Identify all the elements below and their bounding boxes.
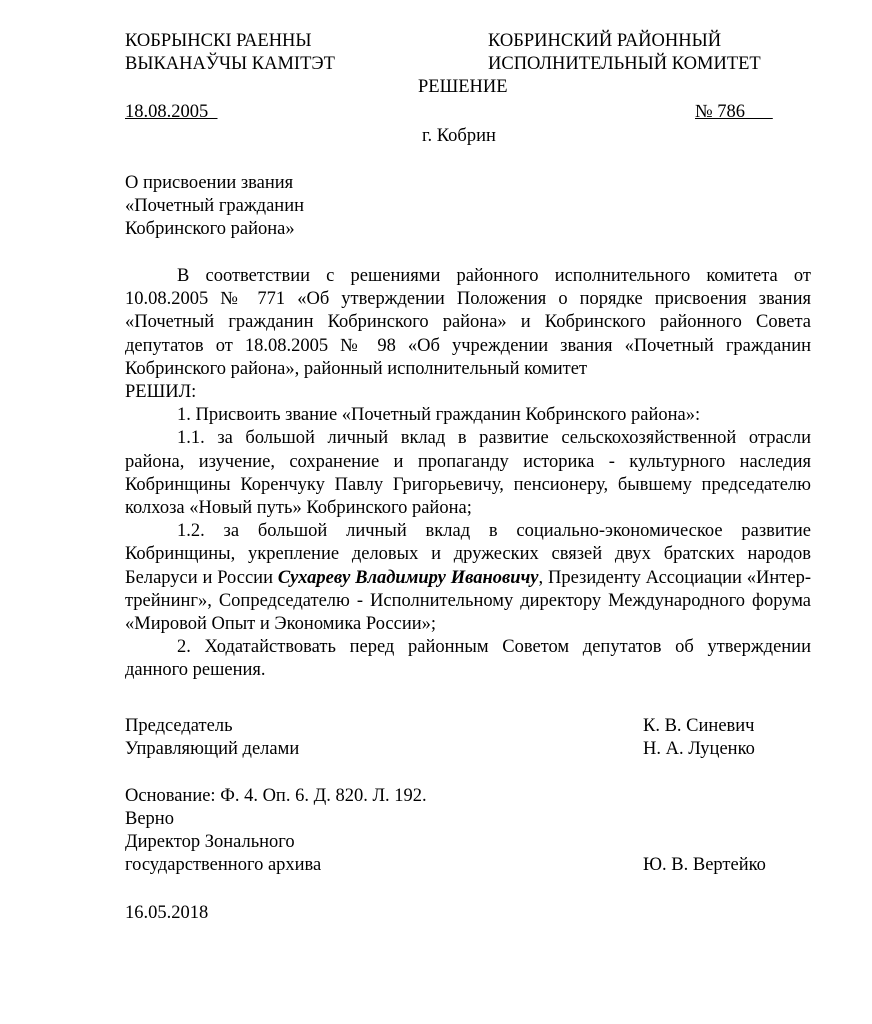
item-1-1: 1.1. за большой личный вклад в развитие сельскохозяйственной отрасли района, изучение, сохранение и пропаганду историка - культурного наследия Кобринщины Коренчуку Павлу Григорьевичу, пенсионеру, бывшему председателю колхоза «Новый путь» Кобринского района; (125, 428, 811, 519)
subject-line1: О присвоении звания (125, 173, 294, 193)
decided-label: РЕШИЛ: (125, 382, 197, 403)
item-1: 1. Присвоить звание «Почетный гражданин Кобринского района»: (177, 405, 701, 426)
city: г. Кобрин (422, 126, 496, 146)
header-ru-line1: КОБРИНСКИЙ РАЙОННЫЙ (488, 31, 722, 51)
intro-paragraph: В соответствии с решениями районного исполнительного комитета от 10.08.2005 № 771 «Об утверждении Положения о порядке присвоения звания «Почетный гражданин Кобринского района» и Кобринского районного Совета депутатов от 18.08.2005 № 98 «Об учреждении звания «Почетный гражданин Кобринского района», районный исполнительный комитет (125, 266, 811, 379)
item-1-2-text-after: , Президенту Ассоциации «Интер-трейнинг», Сопредседателю - Исполнительному директору Международного форума «Мировой Опыт и Экономика России»; (125, 567, 811, 635)
header-by-line1: КОБРЫНСКI РАЕННЫ (125, 31, 312, 51)
archive-director-line1: Директор Зонального (125, 832, 295, 852)
archive-basis: Основание: Ф. 4. Оп. 6. Д. 820. Л. 192. (125, 786, 427, 806)
archive-director-line2: государственного архива (125, 855, 322, 875)
archive-certified: Верно (125, 809, 174, 829)
header-by-line2: ВЫКАНАЎЧЫ КАМIТЭТ (125, 54, 335, 74)
subject-line2: «Почетный гражданин (125, 196, 304, 216)
item-1-2-text-before: 1.2. за большой личный вклад в социально-экономическое развитие Кобринщины, укрепление деловых и дружеских связей двух братских народов Беларуси и России (125, 521, 811, 588)
signature-name-chairman: К. В. Синевич (643, 716, 755, 736)
decision-number: № 786 (695, 102, 773, 122)
signature-role-chairman: Председатель (125, 716, 233, 736)
archive-date: 16.05.2018 (125, 903, 209, 923)
honoree-name: Сухареву Владимиру Ивановичу (277, 567, 539, 588)
decision-body (125, 265, 811, 683)
document-type: РЕШЕНИЕ (418, 77, 508, 97)
signature-role-manager: Управляющий делами (125, 739, 300, 759)
archive-director-name: Ю. В. Вертейко (643, 855, 766, 875)
subject-line3: Кобринского района» (125, 219, 295, 239)
item-2: 2. Ходатайствовать перед районным Советом депутатов об утверждении данного решения. (125, 637, 811, 681)
item-1-2 (125, 520, 811, 636)
signature-name-manager: Н. А. Луценко (643, 739, 755, 759)
header-ru-line2: ИСПОЛНИТЕЛЬНЫЙ КОМИТЕТ (488, 54, 761, 74)
decision-date: 18.08.2005 (125, 102, 218, 122)
